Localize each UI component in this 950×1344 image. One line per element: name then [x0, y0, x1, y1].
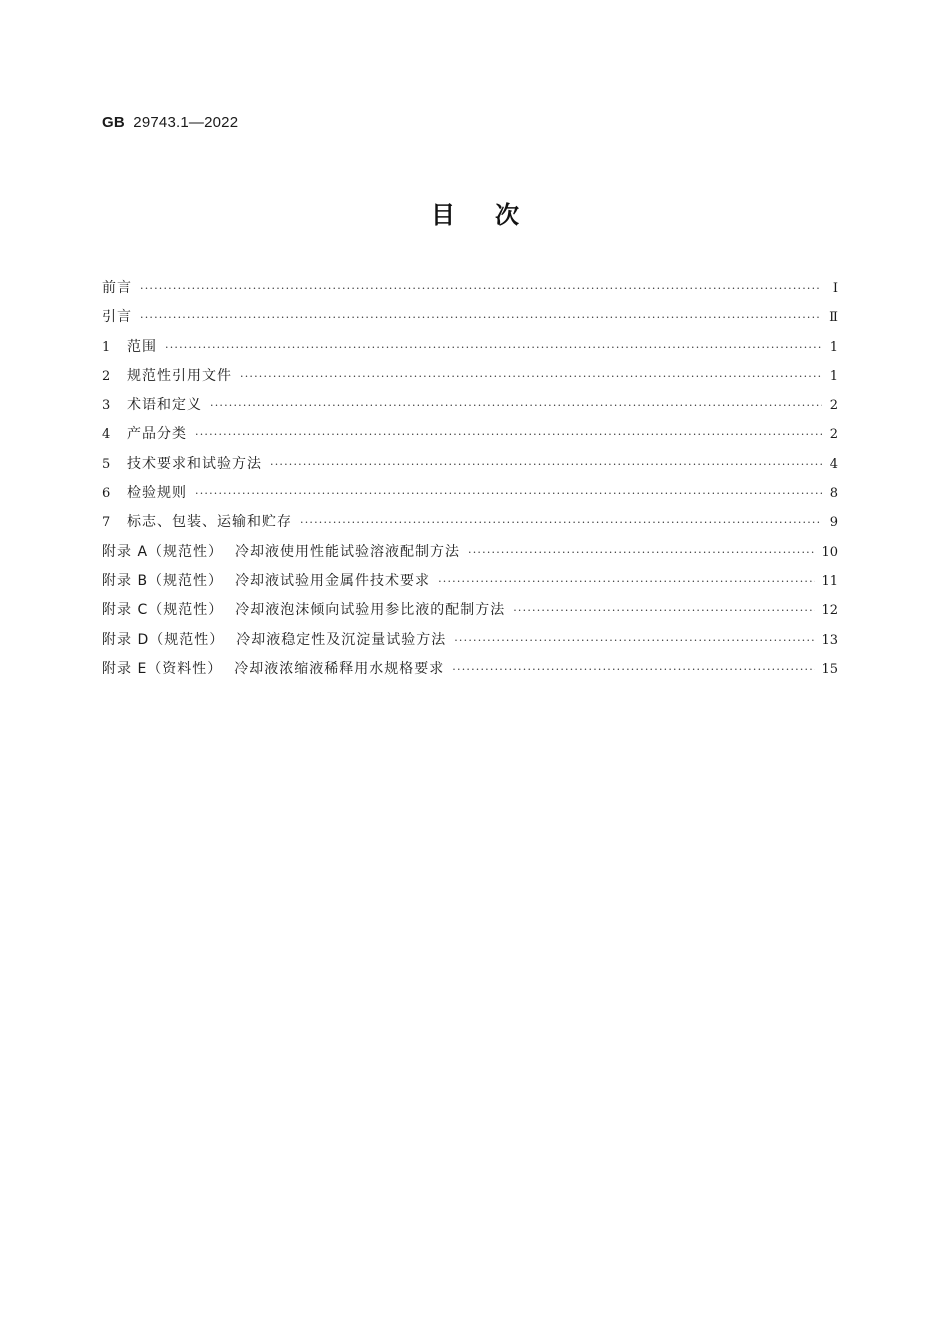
- toc-entry-text: 冷却液使用性能试验溶液配制方法: [235, 543, 461, 560]
- toc-entry-page: 13: [821, 632, 838, 648]
- toc-dot-leader: [270, 450, 822, 479]
- toc-entry[interactable]: [102, 333, 838, 362]
- toc-entry-label: [102, 450, 262, 479]
- toc-entry-text: 标志、包装、运输和贮存: [127, 514, 292, 531]
- toc-entry[interactable]: [102, 626, 838, 655]
- toc-entry-text: 前言: [102, 280, 132, 296]
- toc-dot-leader: [195, 420, 822, 449]
- toc-entry[interactable]: [102, 274, 838, 303]
- toc-entry-appendix-prefix: 附录 C（规范性）: [102, 602, 224, 619]
- toc-entry-text: 冷却液稳定性及沉淀量试验方法: [236, 631, 447, 648]
- toc-entry-label: [102, 362, 232, 391]
- toc-entry-text: 引言: [102, 309, 132, 326]
- toc-entry-appendix-prefix: 附录 B（规范性）: [102, 572, 224, 589]
- toc-entry[interactable]: [102, 596, 838, 625]
- toc-entry-page: 10: [821, 544, 838, 560]
- toc-entry-text: 规范性引用文件: [127, 367, 232, 384]
- toc-title: 目次: [431, 201, 559, 229]
- toc-entry-label: [102, 479, 187, 508]
- toc-entry-page: 2: [829, 398, 838, 414]
- toc-entry-label: [102, 391, 202, 420]
- toc-entry-number: 3: [102, 398, 111, 414]
- toc-entry-text: 冷却液泡沫倾向试验用参比液的配制方法: [235, 602, 506, 619]
- toc-entry-number: 6: [102, 486, 111, 502]
- toc-entry-page: 2: [829, 427, 838, 443]
- toc-entry-text: 术语和定义: [127, 397, 202, 414]
- toc-dot-leader: [140, 274, 822, 303]
- toc-entry[interactable]: [102, 538, 838, 567]
- toc-entry-text: 检验规则: [127, 485, 187, 502]
- toc-entry-text: 范围: [127, 338, 157, 355]
- toc-entry-label: [102, 596, 505, 625]
- toc-dot-leader: [438, 567, 815, 596]
- toc-entry-label: [102, 538, 460, 567]
- toc-entry-text: 技术要求和试验方法: [127, 455, 262, 472]
- toc-dot-leader: [210, 391, 822, 420]
- toc-entry-label: [102, 567, 430, 596]
- toc-entry[interactable]: [102, 303, 838, 332]
- toc-entry-page: 1: [829, 368, 838, 384]
- toc-entry-label: [102, 626, 446, 655]
- toc-entry-label: [102, 420, 187, 449]
- toc-dot-leader: [195, 479, 822, 508]
- toc-entry[interactable]: [102, 567, 838, 596]
- toc-entry-page: 15: [821, 661, 838, 677]
- toc-dot-leader: [165, 333, 822, 362]
- toc-entry-label: [102, 508, 292, 537]
- standard-number: 29743.1—2022: [133, 114, 239, 131]
- toc-entry-number: 1: [102, 339, 111, 355]
- toc-entry[interactable]: [102, 391, 838, 420]
- toc-dot-leader: [300, 508, 822, 537]
- toc-dot-leader: [513, 596, 815, 625]
- toc-entry-number: 2: [102, 368, 111, 384]
- toc-entry-page: 4: [829, 456, 838, 472]
- toc-entry-page: 8: [829, 486, 838, 502]
- toc-entry-page: 9: [829, 515, 838, 531]
- toc-entry-text: 产品分类: [127, 426, 187, 443]
- toc-entry-appendix-prefix: 附录 A（规范性）: [102, 543, 224, 560]
- toc-entry-page: Ⅱ: [829, 310, 838, 326]
- toc-entry-appendix-prefix: 附录 D（规范性）: [102, 631, 225, 648]
- toc-entry-number: 5: [102, 456, 111, 472]
- toc-entry-label: [102, 303, 132, 332]
- toc-entry-appendix-prefix: 附录 E（资料性）: [102, 660, 223, 677]
- toc-entry-page: 12: [821, 603, 838, 619]
- toc-entry-page: Ⅰ: [832, 281, 838, 296]
- toc-dot-leader: [452, 655, 815, 684]
- toc-entry-number: 7: [102, 515, 111, 531]
- standard-prefix: GB: [102, 114, 125, 131]
- toc-entry-page: 1: [829, 339, 838, 355]
- toc-entry[interactable]: [102, 450, 838, 479]
- toc-entry-number: 4: [102, 427, 111, 443]
- toc-entry[interactable]: [102, 362, 838, 391]
- toc-dot-leader: [240, 362, 822, 391]
- toc-entry-label: [102, 655, 444, 684]
- standard-code: [102, 114, 238, 131]
- toc-dot-leader: [468, 538, 815, 567]
- toc-entry-text: 冷却液试验用金属件技术要求: [235, 572, 431, 589]
- toc-entry-label: [102, 333, 157, 362]
- toc-dot-leader: [454, 626, 815, 655]
- table-of-contents: [102, 274, 838, 684]
- toc-entry[interactable]: [102, 508, 838, 537]
- toc-dot-leader: [140, 303, 822, 332]
- toc-entry-page: 11: [821, 573, 838, 589]
- toc-entry-label: [102, 274, 132, 303]
- toc-entry[interactable]: [102, 655, 838, 684]
- toc-entry-text: 冷却液浓缩液稀释用水规格要求: [234, 660, 445, 677]
- toc-entry[interactable]: [102, 479, 838, 508]
- toc-entry[interactable]: [102, 420, 838, 449]
